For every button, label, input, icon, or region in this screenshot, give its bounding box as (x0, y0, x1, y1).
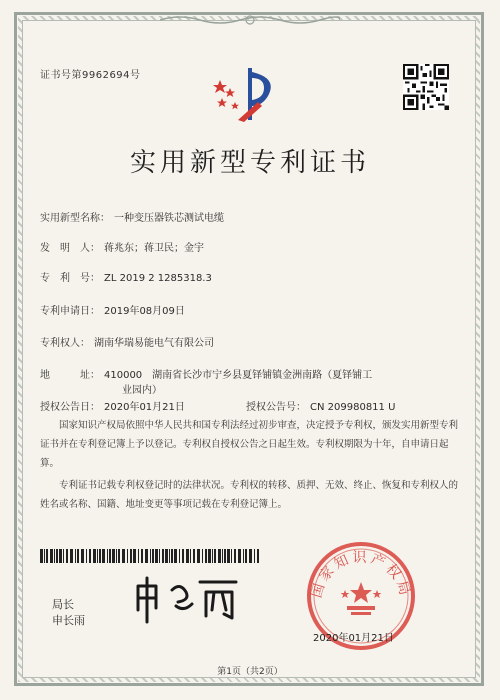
field-patent-number (40, 269, 212, 284)
field-label: 专利权人： (40, 338, 90, 349)
field-value: ZL 2019 2 1285318.3 (104, 273, 212, 284)
field-inventor (40, 239, 204, 254)
chief-name: 申长雨 (52, 614, 85, 627)
certificate-title: 实用新型专利证书 (129, 148, 370, 178)
border-pattern-right (476, 16, 480, 682)
field-grant-number (246, 398, 395, 413)
field-application-date (40, 302, 185, 317)
field-label: 专 利 号： (40, 273, 100, 284)
field-utility-model-name (40, 209, 224, 224)
body-paragraph-2: 专利证书记载专利权登记时的法律状况。专利权的转移、质押、无效、终止、恢复和专利权人的姓名或名称、国籍、地址变更等事项记载在专利登记簿上。 (40, 480, 459, 510)
certificate-number: 证书号第9962694号 (40, 70, 141, 81)
cnipa-logo-icon (208, 62, 286, 126)
seal-date: 2020年01月21日 (313, 633, 394, 644)
field-value: 湖南华瑞易能电气有限公司 (94, 338, 214, 349)
field-grant-date (40, 398, 185, 413)
barcode-icon (40, 549, 260, 563)
field-value: CN 209980811 U (310, 402, 396, 413)
field-value: 2020年01月21日 (104, 402, 185, 413)
field-address-line2: 业园内） (122, 385, 162, 396)
page-number: 第1页（共2页） (217, 667, 283, 677)
chief-title: 局长 (52, 598, 74, 611)
field-value: 2019年08月09日 (104, 306, 185, 317)
body-paragraph-1: 国家知识产权局依照中华人民共和国专利法经过初步审查，决定授予专利权，颁发实用新型专利证书并在专利登记簿上予以登记。专利权自授权公告之日起生效。专利权期限为十年，自申请日起算。 (40, 420, 459, 469)
field-patentee (40, 334, 214, 349)
field-label: 授权公告号： (246, 402, 306, 413)
field-address (40, 366, 372, 381)
field-label: 发 明 人： (40, 243, 100, 254)
field-value: 一种变压器铁芯测试电缆 (114, 213, 224, 224)
field-value: 410000 湖南省长沙市宁乡县夏铎铺镇金洲南路（夏铎铺工 (104, 370, 373, 381)
qr-code-icon (403, 64, 449, 110)
top-ornament (160, 14, 340, 26)
field-label: 授权公告日： (40, 402, 100, 413)
field-label: 实用新型名称： (40, 213, 110, 224)
field-value: 蒋兆东；蒋卫民；金宇 (104, 243, 204, 254)
field-label: 专利申请日： (40, 306, 100, 317)
seal-text: 国家知识产权局 (308, 550, 414, 600)
signature-icon (132, 568, 252, 628)
field-label: 地 址： (40, 370, 100, 381)
border-pattern-bottom (18, 678, 480, 682)
